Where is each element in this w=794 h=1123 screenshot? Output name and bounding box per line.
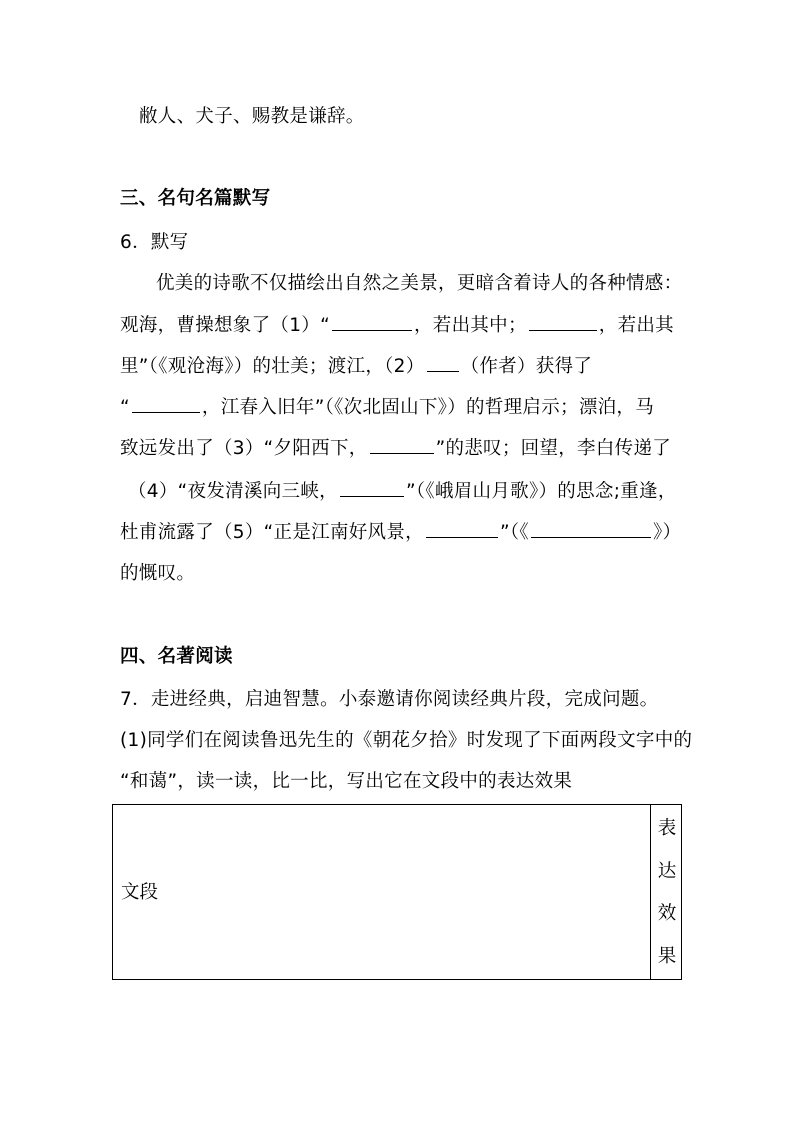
text: 优美的诗歌不仅描绘出自然之美景，更暗含着诗人的各种情感：: [156, 273, 683, 294]
text: ”（《: [499, 522, 529, 543]
paragraph-line-2: [120, 312, 674, 340]
text: “: [120, 397, 130, 418]
header-char: 达: [657, 860, 677, 882]
text: ，江春入旧年”（《次北固山下》）的哲理启示；漂泊，马: [201, 397, 655, 418]
text: （作者）获得了: [460, 356, 593, 377]
text: ，若出其: [598, 315, 674, 336]
paragraph-line-4: [120, 394, 654, 422]
answer-blank-title[interactable]: [531, 519, 651, 538]
table-header-effect: [651, 815, 683, 985]
answer-table: [112, 804, 682, 980]
question-text: 6．默写: [120, 232, 189, 253]
section-heading-3: [120, 185, 270, 213]
question-text: 7．走进经典，启迪智慧。小泰邀请你阅读经典片段，完成问题。: [120, 689, 659, 710]
section-heading-4: [120, 643, 233, 671]
paragraph-line-1: [156, 270, 682, 298]
answer-blank[interactable]: [426, 519, 498, 538]
paragraph-line-8: [120, 560, 195, 588]
question-7-1-line-2: [120, 768, 572, 796]
paragraph-line-3: [120, 353, 592, 381]
header-char: 果: [657, 945, 677, 967]
header-char: 效: [657, 903, 677, 924]
text: ”的悲叹；回望，李白传递了: [435, 438, 672, 459]
text: 的慨叹。: [120, 563, 196, 584]
answer-blank[interactable]: [529, 312, 597, 331]
heading-text: 四、名著阅读: [120, 646, 233, 667]
text: （4）“夜发清溪向三峡，: [128, 481, 338, 502]
text: ，若出其中；: [413, 315, 527, 336]
answer-blank[interactable]: [370, 435, 434, 454]
text: (1)同学们在阅读鲁迅先生的《朝花夕拾》时发现了下面两段文字中的: [120, 730, 693, 751]
text: 里”（《观沧海》）的壮美；渡江，（2）: [120, 356, 425, 377]
table-header-passage: 文段: [121, 882, 159, 903]
text: 致远发出了（3）“夕阳西下，: [120, 438, 368, 459]
text: 》）: [652, 522, 682, 543]
question-6-title: [120, 229, 188, 257]
answer-blank[interactable]: [340, 478, 404, 497]
answer-blank[interactable]: [332, 312, 412, 331]
header-char: 表: [657, 818, 677, 839]
text: 杜甫流露了（5）“正是江南好风景，: [120, 522, 424, 543]
heading-text: 三、名句名篇默写: [120, 188, 271, 209]
answer-blank[interactable]: [427, 353, 459, 372]
question-7-1-line-1: [120, 727, 692, 755]
paragraph-line-6: [128, 478, 677, 506]
text: ”（《峨眉山月歌》）的思念;重逢，: [405, 481, 677, 502]
question-7-title: [120, 686, 658, 714]
text-line-honorifics: [139, 103, 365, 131]
paragraph-line-7: [120, 519, 681, 547]
text: “和蔼”，读一读，比一比，写出它在文段中的表达效果: [120, 771, 573, 792]
text: 观海，曹操想象了（1）“: [120, 315, 330, 336]
answer-blank[interactable]: [132, 394, 200, 413]
paragraph-line-5: [120, 435, 671, 463]
text: 敝人、犬子、赐教是谦辞。: [139, 106, 365, 127]
